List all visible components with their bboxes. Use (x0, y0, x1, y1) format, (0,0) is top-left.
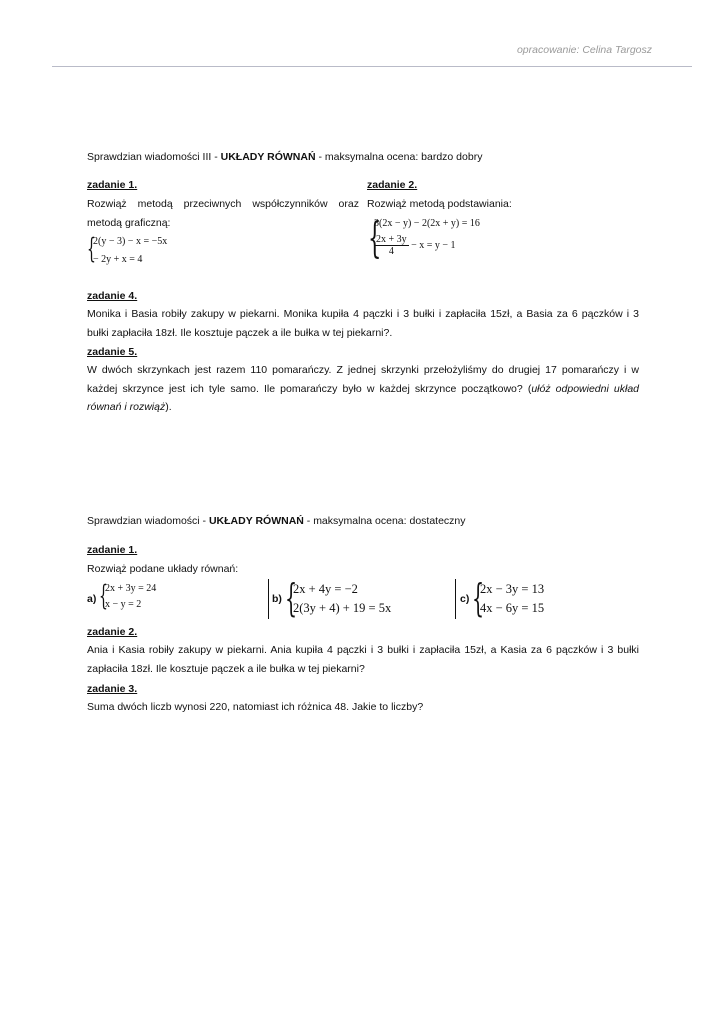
task-text: Ania i Kasia robiły zakupy w piekarni. Ania kupiła 4 pączki i 3 bułki i zapłaciła 15zł, a Kasia za 6 pączków i 3 bułki (87, 644, 639, 656)
equation: 2x + 3y = 24 (105, 583, 157, 594)
brace-symbol: { (368, 213, 382, 262)
task-heading: zadanie 2. (367, 179, 418, 191)
test1-task4 (87, 289, 639, 342)
equation: 2(y − 3) − x = −5x (93, 236, 168, 247)
task-heading: zadanie 1. (87, 544, 138, 556)
equation: x − y = 2 (105, 599, 142, 610)
label-b: b) (272, 593, 282, 605)
task-text: W dwóch skrzynkach jest razem 110 pomarańczy. Z jednej skrzynki przełożyliśmy do drugiej 17 pomarańczy i w (87, 364, 639, 376)
label-a: a) (87, 593, 97, 605)
equation-system-a (99, 579, 219, 617)
divider (455, 579, 456, 619)
equation: $\frac{2x + 3y}{4}$ − x = y − 1 (376, 234, 456, 257)
label-c: c) (460, 593, 470, 605)
test2-task1 (87, 543, 639, 579)
equation: 4x − 6y = 15 (480, 601, 545, 615)
task-text: Suma dwóch liczb wynosi 220, natomiast ich różnica 48. Jakie to liczby? (87, 701, 424, 713)
fraction: $\frac{2x + 3y}{4}$ (376, 234, 407, 257)
task-text: Rozwiąż metodą podstawiania: (367, 198, 512, 210)
equation-system-b (285, 576, 425, 620)
equation-system (368, 213, 518, 266)
task-text: każdej skrzynce jest ich tyle samo. Ile pomarańczy było w każdej skrzynce początkowo? (ułóż odpowiedni układ (87, 382, 639, 395)
brace-symbol: { (99, 579, 108, 612)
test2-task2 (87, 625, 639, 678)
test1-title: Sprawdzian wiadomości III - UKŁADY RÓWNAŃ - maksymalna ocena: bardzo dobry (87, 151, 483, 163)
equation: 3(2x − y) − 2(2x + y) = 16 (374, 218, 480, 229)
task-text: Monika i Basia robiły zakupy w piekarni. Monika kupiła 4 pączki i 3 bułki i zapłaciła 15zł, a Basia za 6 pączków i 3 (87, 308, 639, 320)
task-heading: zadanie 3. (87, 683, 138, 695)
task-heading: zadanie 1. (87, 179, 138, 191)
test2-task3 (87, 682, 639, 717)
test1-task1 (87, 178, 359, 232)
equation: 2x + 4y = −2 (293, 582, 358, 596)
test1-task2 (367, 178, 639, 214)
divider (268, 579, 269, 619)
equation: 2x − 3y = 13 (480, 582, 545, 596)
equation-system-c (472, 576, 592, 620)
brace-symbol: { (285, 576, 298, 620)
equation-system (87, 232, 207, 270)
page-header (52, 40, 692, 67)
task-text: Rozwiąż podane układy równań: (87, 563, 239, 575)
task-heading: zadanie 4. (87, 290, 138, 302)
test2-title: Sprawdzian wiadomości - UKŁADY RÓWNAŃ - maksymalna ocena: dostateczny (87, 515, 466, 527)
task-text: metodą graficzną: (87, 216, 171, 229)
task-text: Rozwiąż metodą przeciwnych współczynników oraz (87, 198, 359, 210)
task-heading: zadanie 2. (87, 626, 138, 638)
brace-symbol: { (472, 576, 485, 620)
author-credit: opracowanie: Celina Targosz (516, 44, 652, 56)
task-text: równań i rozwiąż). (87, 401, 172, 413)
equation: 2(3y + 4) + 19 = 5x (293, 601, 392, 615)
task-heading: zadanie 5. (87, 346, 138, 358)
brace-symbol: { (87, 232, 96, 265)
test1-task5 (87, 345, 639, 417)
task-text: bułki zapłaciła 18zł. Ile kosztuje pączek a ile bułka w tej piekarni?. (87, 326, 393, 339)
equation: − 2y + x = 4 (93, 254, 143, 265)
task-text: zapłaciła 18zł. Ile kosztuje pączek a ile bułka w tej piekarni? (87, 662, 365, 675)
